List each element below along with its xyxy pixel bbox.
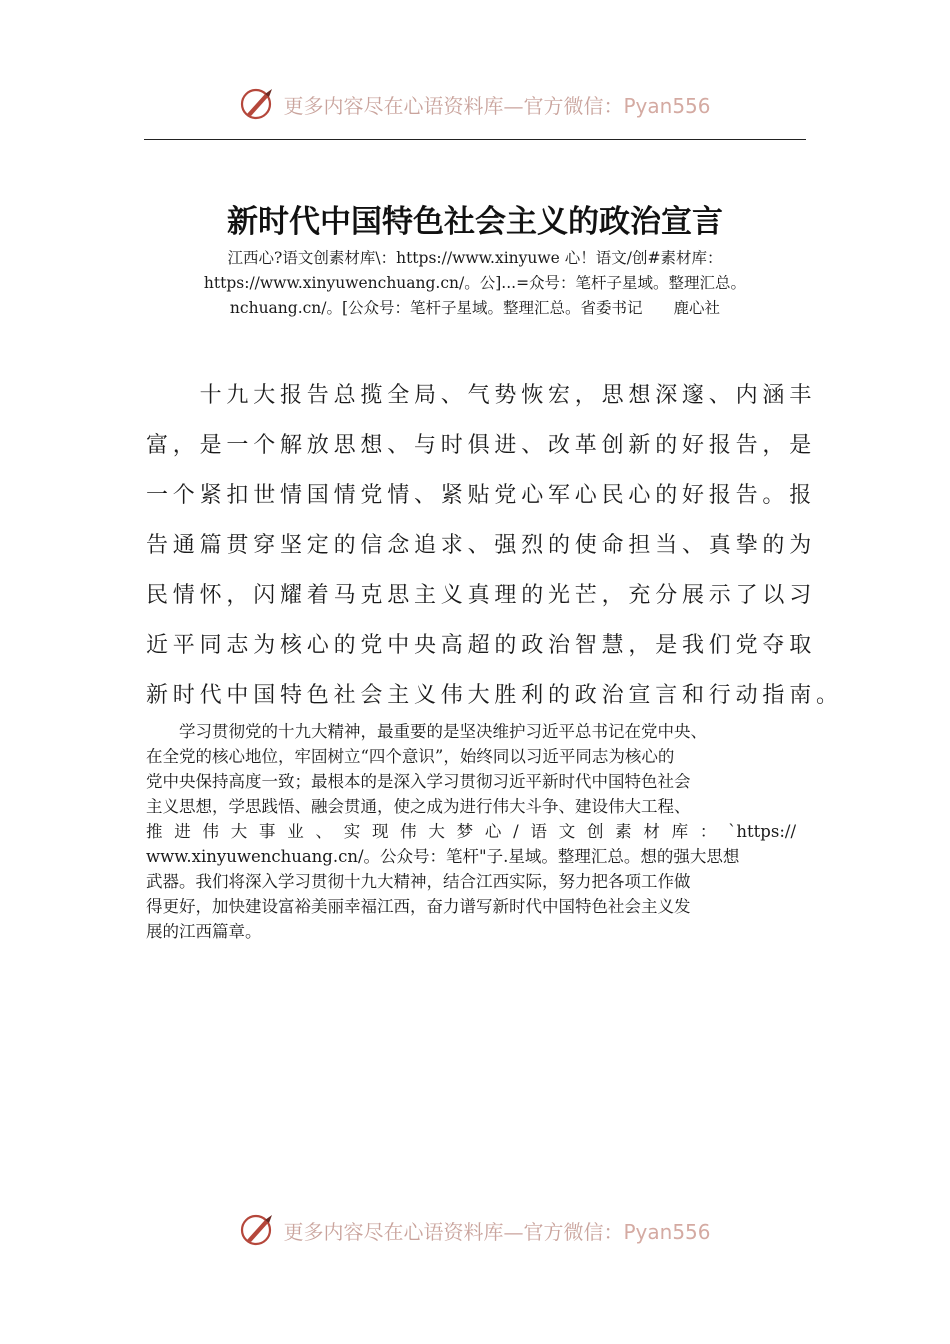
text-line: 富，是一个解放思想、与时俱进、改革创新的好报告，是 [146, 433, 817, 458]
text-line: 武器。我们将深入学习贯彻十九大精神，结合江西实际，努力把各项工作做 [146, 872, 691, 891]
text-line: www.xinyuwenchuang.cn/。公众号：笔杆"子.星域。整理汇总。想的强大思想 [146, 847, 740, 866]
source-line: nchuang.cn/。[公众号：笔杆子星域。整理汇总。省委书记 鹿心社 [229, 299, 721, 317]
text-line: 告通篇贯穿坚定的信念追求、强烈的使命担当、真挚的为 [146, 533, 817, 558]
text-line: 新时代中国特色社会主义伟大胜利的政治宣言和行动指南。 [146, 683, 843, 708]
source-line: 江西心?语文创素材库\：https://www.xinyuwe 心！语文/创#素材库： [227, 249, 723, 267]
text-line: 十九大报告总揽全局、气势恢宏，思想深邃、内涵丰 [146, 383, 817, 408]
quill-logo-icon [239, 86, 275, 122]
footer-banner [0, 1208, 950, 1252]
text-line: 一个紧扣世情国情党情、紧贴党心军心民心的好报告。报 [146, 483, 817, 508]
text-line: 推进伟大事业、实现伟大梦心/语文创素材库：`https:// [146, 822, 796, 841]
text-line: 民情怀，闪耀着马克思主义真理的光芒，充分展示了以习 [146, 583, 817, 608]
quill-logo-icon [239, 1212, 275, 1248]
text-line: 学习贯彻党的十九大精神，最重要的是坚决维护习近平总书记在党中央、 [146, 722, 707, 741]
text-line: 在全党的核心地位，牢固树立“四个意识”，始终同以习近平同志为核心的 [146, 747, 675, 766]
banner-text: 更多内容尽在心语资料库—官方微信：Pyan556 [283, 93, 711, 118]
text-line: 展的江西篇章。 [146, 922, 262, 941]
text-line: 党中央保持高度一致；最根本的是深入学习贯彻习近平新时代中国特色社会 [146, 772, 691, 791]
paragraph-body [146, 719, 796, 944]
wechat-id: Pyan556 [623, 93, 711, 118]
text-line: 主义思想，学思践悟、融会贯通，使之成为进行伟大斗争、建设伟大工程、 [146, 797, 691, 816]
header-banner [0, 82, 950, 126]
banner-text: 更多内容尽在心语资料库—官方微信：Pyan556 [283, 1219, 711, 1244]
header-divider [144, 139, 806, 140]
paragraph-large [146, 371, 843, 721]
source-line: https://www.xinyuwenchuang.cn/。公]...=众号：笔杆子星域。整理汇总。 [203, 274, 747, 292]
wechat-id: Pyan556 [623, 1219, 711, 1244]
text-line: 得更好，加快建设富裕美丽幸福江西，奋力谱写新时代中国特色社会主义发 [146, 897, 691, 916]
document-title: 新时代中国特色社会主义的政治宣言 [227, 204, 723, 240]
text-line: 近平同志为核心的党中央高超的政治智慧，是我们党夺取 [146, 633, 817, 658]
source-lines [150, 246, 800, 321]
